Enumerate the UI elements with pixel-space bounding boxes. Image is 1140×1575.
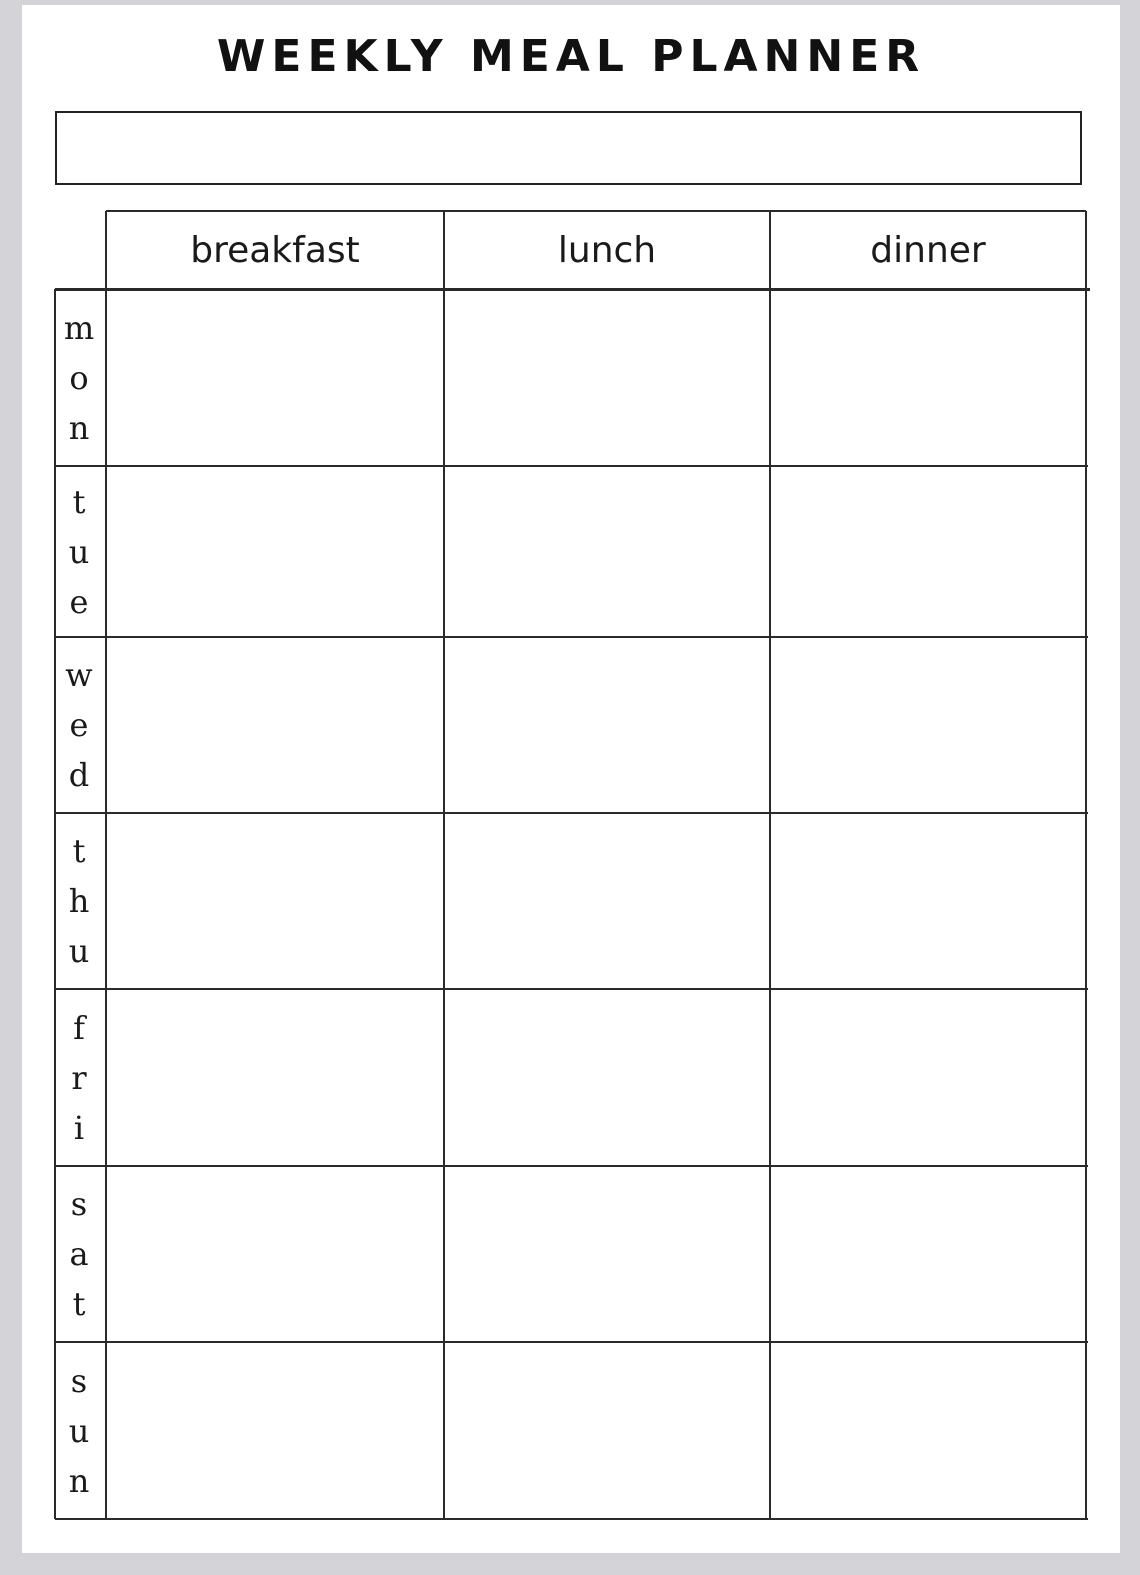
- day-letter: f: [73, 1008, 85, 1047]
- day-letter: u: [68, 1411, 90, 1450]
- grid-line: [769, 211, 771, 1519]
- meal-cell-thu-breakfast[interactable]: [108, 815, 442, 987]
- grid-line: [55, 1341, 1088, 1343]
- day-label-wed: [55, 637, 103, 813]
- day-label-fri: [55, 989, 103, 1166]
- header-breakfast: breakfast: [190, 229, 360, 271]
- meal-cell-mon-dinner[interactable]: [772, 291, 1084, 464]
- meal-cell-fri-breakfast[interactable]: [108, 991, 442, 1164]
- day-letter: u: [68, 532, 90, 571]
- grid-line: [443, 211, 445, 1519]
- day-letter: h: [68, 882, 90, 920]
- day-letter: a: [69, 1235, 89, 1273]
- meal-cell-wed-breakfast[interactable]: [108, 639, 442, 811]
- day-letter: n: [68, 1461, 90, 1500]
- meal-cell-tue-dinner[interactable]: [772, 468, 1084, 635]
- meal-cell-wed-lunch[interactable]: [446, 639, 768, 811]
- day-label-tue: [55, 466, 103, 637]
- meal-cell-wed-dinner[interactable]: [772, 639, 1084, 811]
- day-letter: o: [69, 358, 89, 397]
- meal-cell-sun-lunch[interactable]: [446, 1344, 768, 1517]
- day-letter: s: [70, 1361, 88, 1400]
- grid-line: [55, 812, 1088, 814]
- meal-cell-tue-lunch[interactable]: [446, 468, 768, 635]
- meal-cell-sat-dinner[interactable]: [772, 1168, 1084, 1340]
- day-letter: t: [72, 482, 86, 521]
- grid-line: [55, 465, 1088, 467]
- meal-cell-mon-lunch[interactable]: [446, 291, 768, 464]
- grid-line: [55, 988, 1088, 990]
- day-letter: t: [72, 1285, 86, 1323]
- day-label-sun: [55, 1342, 103, 1519]
- meal-cell-mon-breakfast[interactable]: [108, 291, 442, 464]
- meal-cell-thu-lunch[interactable]: [446, 815, 768, 987]
- day-letter: u: [68, 932, 90, 970]
- grid-line: [55, 1165, 1088, 1167]
- day-letter: s: [70, 1185, 88, 1223]
- day-letter: t: [72, 832, 86, 870]
- meal-cell-sat-breakfast[interactable]: [108, 1168, 442, 1340]
- day-letter: e: [69, 582, 89, 621]
- day-letter: m: [63, 308, 95, 347]
- day-letter: d: [68, 756, 90, 794]
- grid-line: [106, 210, 1086, 212]
- header-lunch: lunch: [557, 229, 657, 271]
- meal-cell-thu-dinner[interactable]: [772, 815, 1084, 987]
- day-letter: e: [69, 706, 89, 744]
- meal-cell-sun-breakfast[interactable]: [108, 1344, 442, 1517]
- day-letter: w: [65, 656, 93, 694]
- week-name-field[interactable]: [55, 111, 1082, 185]
- meal-cell-fri-dinner[interactable]: [772, 991, 1084, 1164]
- day-letter: r: [71, 1058, 87, 1097]
- planner-sheet: [22, 5, 1120, 1553]
- meal-cell-tue-breakfast[interactable]: [108, 468, 442, 635]
- day-label-mon: [55, 289, 103, 466]
- day-letter: i: [73, 1108, 85, 1147]
- meal-cell-fri-lunch[interactable]: [446, 991, 768, 1164]
- grid-line: [55, 1518, 1088, 1520]
- grid-line: [54, 289, 56, 1519]
- grid-line: [105, 211, 107, 1519]
- day-label-sat: [55, 1166, 103, 1342]
- day-label-thu: [55, 813, 103, 989]
- meal-cell-sun-dinner[interactable]: [772, 1344, 1084, 1517]
- grid-line: [1085, 211, 1087, 1519]
- day-letter: n: [68, 408, 90, 447]
- page-title: WEEKLY MEAL PLANNER: [216, 31, 926, 82]
- header-dinner: dinner: [870, 229, 986, 271]
- grid-line: [55, 636, 1088, 638]
- meal-cell-sat-lunch[interactable]: [446, 1168, 768, 1340]
